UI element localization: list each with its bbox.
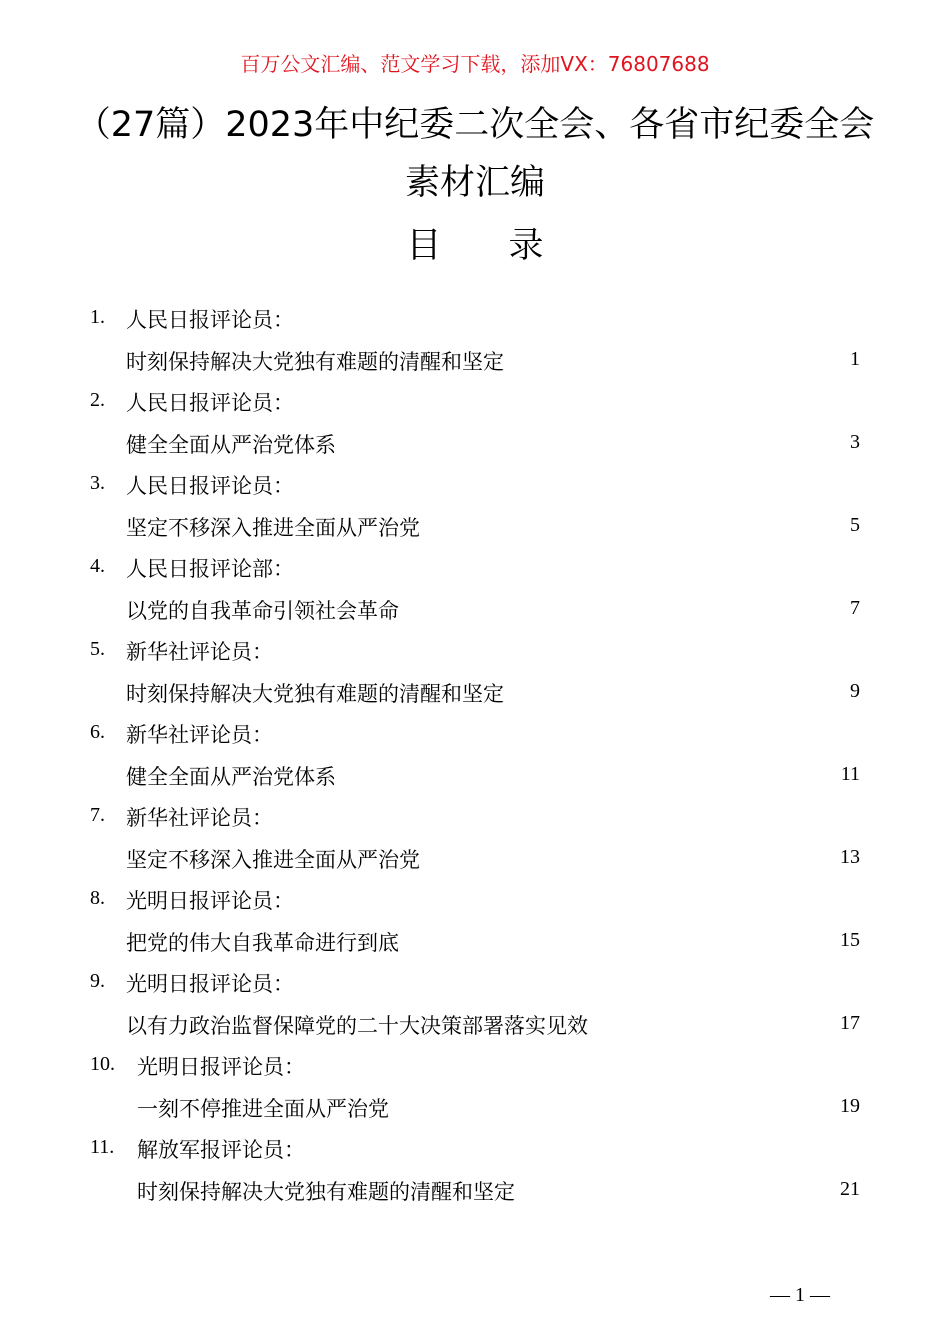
entry-author: 新华社评论员： [126,640,273,664]
entry-article-title[interactable]: 以有力政治监督保障党的二十大决策部署落实见效 [126,1014,588,1038]
entry-article-title[interactable]: 坚定不移深入推进全面从严治党 [126,516,420,540]
entry-article-title[interactable]: 把党的伟大自我革命进行到底 [126,931,399,955]
entry-number: 11. [90,1136,115,1158]
entry-author: 新华社评论员： [126,806,273,830]
entry-number: 8. [90,887,105,909]
page-footer-number: — 1 — [770,1284,830,1306]
entry-page-number: 1 [850,348,860,370]
toc-heading: 目 录 [406,226,572,266]
entry-number: 6. [90,721,105,743]
entry-article-title[interactable]: 健全全面从严治党体系 [126,433,336,457]
entry-article-title[interactable]: 坚定不移深入推进全面从严治党 [126,848,420,872]
entry-page-number: 7 [850,597,860,619]
entry-page-number: 17 [840,1012,860,1034]
entry-number: 4. [90,555,105,577]
entry-number: 10. [90,1053,115,1075]
entry-number: 7. [90,804,105,826]
entry-page-number: 21 [840,1178,860,1200]
entry-author: 人民日报评论员： [126,391,294,415]
toc-entry[interactable] [0,796,950,879]
toc-entry[interactable] [0,630,950,713]
toc-entry[interactable] [0,713,950,796]
entry-article-title[interactable]: 时刻保持解决大党独有难题的清醒和坚定 [126,350,504,374]
entry-author: 人民日报评论员： [126,474,294,498]
entry-author: 新华社评论员： [126,723,273,747]
entry-article-title[interactable]: 健全全面从严治党体系 [126,765,336,789]
entry-article-title[interactable]: 时刻保持解决大党独有难题的清醒和坚定 [126,682,504,706]
toc-entry[interactable] [0,547,950,630]
entry-page-number: 13 [840,846,860,868]
entry-number: 9. [90,970,105,992]
entry-author: 人民日报评论部： [126,557,294,581]
entry-page-number: 3 [850,431,860,453]
toc-entry[interactable] [0,381,950,464]
entry-page-number: 9 [850,680,860,702]
entry-author: 人民日报评论员： [126,308,294,332]
toc-entry[interactable] [0,879,950,962]
entry-author: 光明日报评论员： [126,972,294,996]
contact-banner: 百万公文汇编、范文学习下载，添加VX：76807688 [240,52,710,76]
table-of-contents [0,298,950,1211]
entry-article-title[interactable]: 一刻不停推进全面从严治党 [137,1097,389,1121]
entry-page-number: 5 [850,514,860,536]
entry-author: 解放军报评论员： [137,1138,305,1162]
entry-page-number: 11 [840,763,860,785]
entry-author: 光明日报评论员： [126,889,294,913]
entry-author: 光明日报评论员： [137,1055,305,1079]
toc-entry[interactable] [0,1045,950,1128]
toc-entry[interactable] [0,962,950,1045]
entry-number: 2. [90,389,105,411]
entry-number: 5. [90,638,105,660]
document-title: （27篇）2023年中纪委二次全会、各省市纪委全会素材汇编 [75,105,875,203]
entry-page-number: 19 [840,1095,860,1117]
entry-number: 1. [90,306,105,328]
toc-entry[interactable] [0,464,950,547]
entry-page-number: 15 [840,929,860,951]
entry-article-title[interactable]: 时刻保持解决大党独有难题的清醒和坚定 [137,1180,515,1204]
entry-article-title[interactable]: 以党的自我革命引领社会革命 [126,599,399,623]
toc-entry[interactable] [0,1128,950,1211]
toc-entry[interactable] [0,298,950,381]
entry-number: 3. [90,472,105,494]
